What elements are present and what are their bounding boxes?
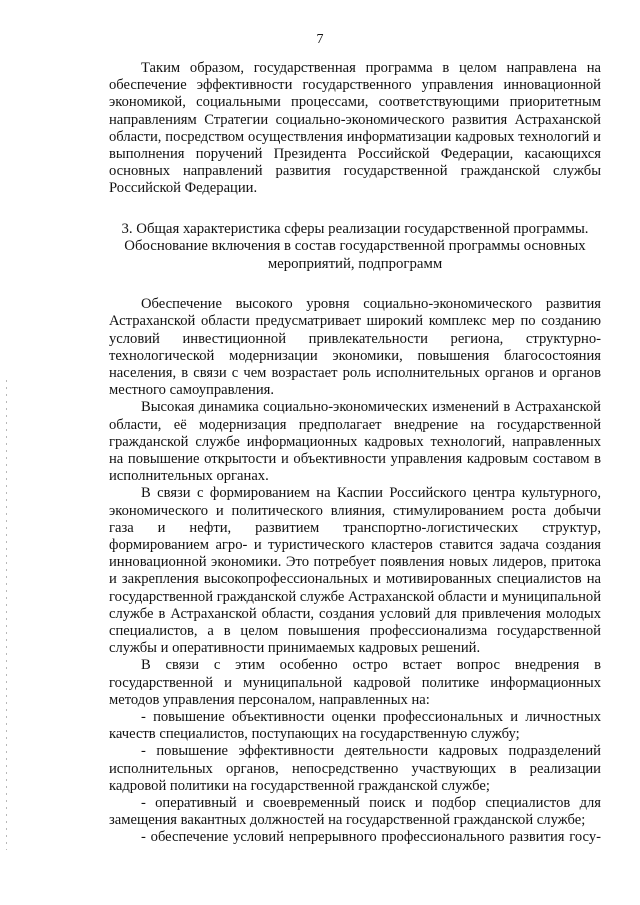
intro-paragraph: Таким образом, государственная программа в целом направлена на обеспечение эффективности государственного управления инновационной экономикой, социальными процессами, соответствующими приоритетным направлениям Стратегии социально-экономического развития Астраханской области, посредством осуществления информатизации кадровых технологий и выполнения поручений Президента Российской Федерации, касающихся основных направлений развития государственной гражданской службы Российской Федерации. bbox=[109, 60, 601, 197]
section-heading bbox=[117, 221, 593, 274]
body-paragraph: В связи с формированием на Каспии Российского центра культурного, экономического и политического влияния, стимулированием роста добычи газа и нефти, развитием транспортно-логистических структур, формированием агро- и туристического кластеров ставится задача создания инновационной экономики. Это потребует появления новых лидеров, притока и закрепления высокопрофессиональных и мотивированных специалистов на государственной гражданской службе Астраханской области и муниципальной службе в Астраханской области, создания условий для привлечения молодых специалистов, а в целом повышения профессионализма государственной службы и оперативности принимаемых кадровых решений. bbox=[109, 485, 601, 657]
list-item: - повышение объективности оценки профессиональных и личностных качеств специалистов, поступающих на государственную службу; bbox=[109, 709, 601, 743]
list-item: - повышение эффективности деятельности кадровых подразделений исполнительных органов, непосредственно участвующих в реализации кадровой политики на государственной гражданской службе; bbox=[109, 743, 601, 794]
body-paragraph: В связи с этим особенно остро встает вопрос внедрения в государственной и муниципальной кадровой политике информационных методов управления персоналом, направленных на: bbox=[109, 657, 601, 708]
body-paragraph: Высокая динамика социально-экономических изменений в Астраханской области, её модернизация предполагает внедрение на государственной гражданской службе информационных кадровых технологий, направленных на повышение открытости и объективности управления кадровым составом в исполнительных органах. bbox=[109, 399, 601, 485]
body-paragraph: Обеспечение высокого уровня социально-экономического развития Астраханской области предусматривает широкий комплекс мер по созданию условий инвестиционной привлекательности региона, структурно-технологической модернизации экономики, повышения благосостояния населения, в связи с чем возрастает роль исполнительных органов и органов местного самоуправления. bbox=[109, 296, 601, 399]
section-heading-line-2: Обоснование включения в состав государственной программы основных bbox=[124, 238, 586, 255]
section-heading-line-3: мероприятий, подпрограмм bbox=[267, 255, 443, 272]
document-body bbox=[109, 60, 601, 847]
list-item: - оперативный и своевременный поиск и подбор специалистов для замещения вакантных должностей на государственной гражданской службе; bbox=[109, 795, 601, 829]
section-heading-line-1: 3. Общая характеристика сферы реализации государственной программы. bbox=[121, 220, 589, 237]
page-number: 7 bbox=[316, 32, 324, 47]
list-item: - обеспечение условий непрерывного профессионального развития госу- bbox=[141, 829, 601, 846]
scan-margin-mark bbox=[6, 380, 7, 850]
